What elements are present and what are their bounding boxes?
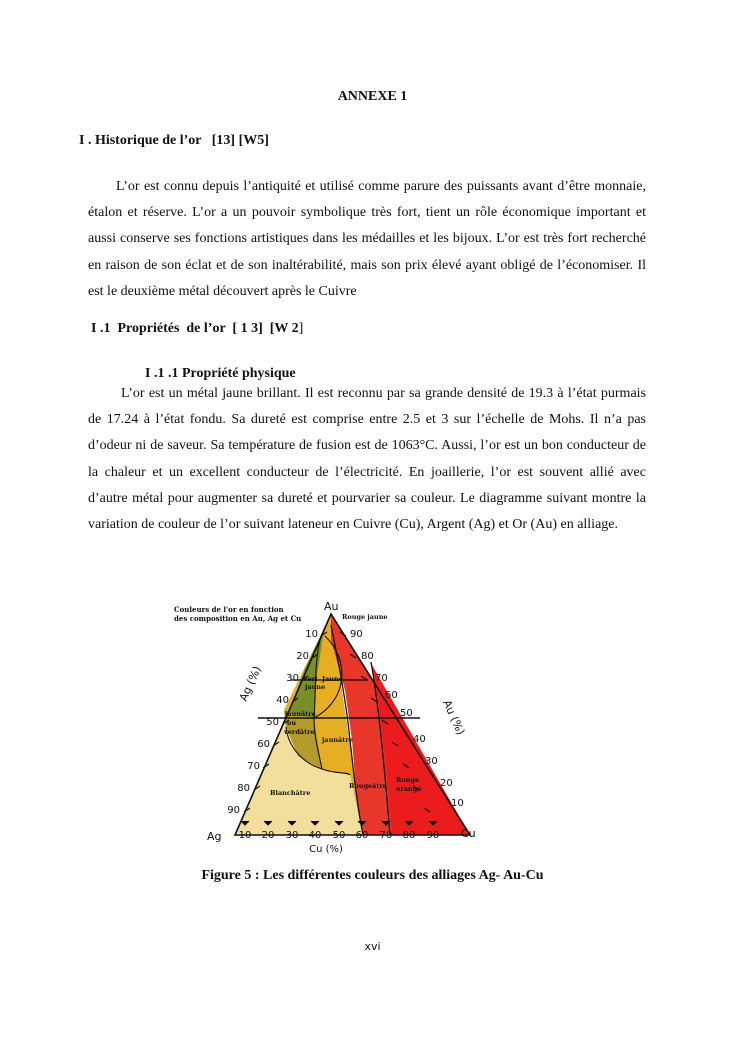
- vertex-label-cu: Cu: [461, 827, 476, 840]
- legend-line-1: Couleurs de l'or en fonction: [174, 605, 284, 614]
- historique-text: L’or est connu depuis l’antiquité et utilisé comme parure des puissants avant d’être monnaie, étalon et réserve. L’or a un pouvoir symbolique très fort, tient un rôle économique important et aussi conserve ses fonctions artistiques dans les médailles et les bijoux. L’or est très fort recherché en raison de son éclat et de son inaltérabilité, mais son prix élevé ayant obligé de l’économiser. Il est le deuxième métal découvert après le Cuivre: [88, 179, 646, 299]
- bottom-axis-labels: [239, 830, 440, 841]
- figure-caption: Figure 5 : Les différentes couleurs des alliages Ag- Au-Cu: [201, 868, 544, 883]
- section-heading-proprietes-text: I .1 Propriétés de l’or [ 1 3] [W 2: [91, 321, 299, 336]
- tick-label: 30: [425, 756, 438, 767]
- tick-label: 10: [238, 830, 252, 841]
- tick-label: 10: [305, 629, 318, 640]
- vertex-label-au: Au: [324, 600, 339, 613]
- tick-label: 60: [385, 690, 398, 701]
- tick-label: 70: [247, 761, 260, 772]
- legend-line-2: des composition en Au, Ag et Cu: [174, 614, 302, 623]
- tick-label: 60: [355, 830, 369, 841]
- tick-label: 40: [413, 734, 426, 745]
- tick-label: 80: [402, 830, 416, 841]
- tick-label: 40: [308, 830, 322, 841]
- tick-label: 70: [375, 673, 388, 684]
- region-label-rougeatre: Rougeâtre: [349, 782, 387, 790]
- region-label-jaunatre-2: jaunâtre: [322, 736, 353, 744]
- tick-label: 20: [296, 651, 309, 662]
- region-label-ou: ou: [287, 719, 297, 727]
- region-label-vert-jaune: jaune: [305, 683, 326, 691]
- section-heading-proprietes-bracket: ]: [298, 321, 304, 336]
- region-label-orange: orangé: [396, 785, 422, 793]
- region-label-vert: Vert: [303, 675, 319, 683]
- tick-label: 70: [379, 830, 393, 841]
- tick-label: 10: [451, 798, 464, 809]
- tick-label: 50: [266, 717, 279, 728]
- tick-label: 80: [237, 783, 250, 794]
- region-label-jaune: Jaune: [322, 675, 343, 683]
- region-label-rouge: Rouge: [396, 776, 420, 784]
- vertex-label-ag: Ag: [207, 830, 222, 843]
- tick-label: 30: [285, 830, 299, 841]
- section-heading-historique: I . Historique de l’or [13] [W5]: [79, 133, 269, 148]
- region-label-rouge-jaune: Rouge jaune: [342, 613, 388, 621]
- tick-label: 20: [261, 830, 275, 841]
- section-heading-propriete-physique: I .1 .1 Propriété physique: [145, 366, 296, 381]
- region-label-verdatre: verdâtre: [284, 728, 315, 736]
- region-label-jaunatre-1: jaunâtre: [285, 710, 316, 718]
- tick-label: 90: [227, 805, 240, 816]
- tick-label: 20: [440, 778, 453, 789]
- tick-label: 50: [332, 830, 346, 841]
- page-number: xvi: [364, 940, 381, 953]
- tick-label: 40: [276, 695, 289, 706]
- propriete-physique-text: L’or est un métal jaune brillant. Il est reconnu par sa grande densité de 19.3 à l’état purmais de 17.24 à l’état fondu. Sa dureté est comprise entre 2.5 et 3 sur l’échelle de Mohs. Il n’a pas d’odeur ni de saveur. Sa température de fusion est de 1063°C. Aussi, l’or est un bon conducteur de la chaleur et un excellent conducteur de l’électricité. En joaillerie, l’or est souvent allié avec d’autre métal pour augmenter sa dureté et pourvarier sa couleur. Le diagramme suivant montre la variation de couleur de l’or suivant lateneur en Cuivre (Cu), Argent (Ag) et Or (Au) en alliage.: [88, 386, 646, 533]
- axis-title-au: Au (%): [440, 697, 468, 738]
- region-label-blanchatre: Blanchâtre: [270, 789, 311, 797]
- tick-label: 90: [426, 830, 440, 841]
- annex-title: ANNEXE 1: [337, 89, 408, 104]
- axis-title-ag: Ag (%): [236, 664, 264, 704]
- tick-label: 80: [361, 651, 374, 662]
- tick-label: 30: [286, 673, 299, 684]
- tick-label: 60: [257, 739, 270, 750]
- axis-title-cu: Cu (%): [309, 844, 343, 855]
- tick-label: 50: [400, 708, 413, 719]
- tick-label: 90: [350, 629, 363, 640]
